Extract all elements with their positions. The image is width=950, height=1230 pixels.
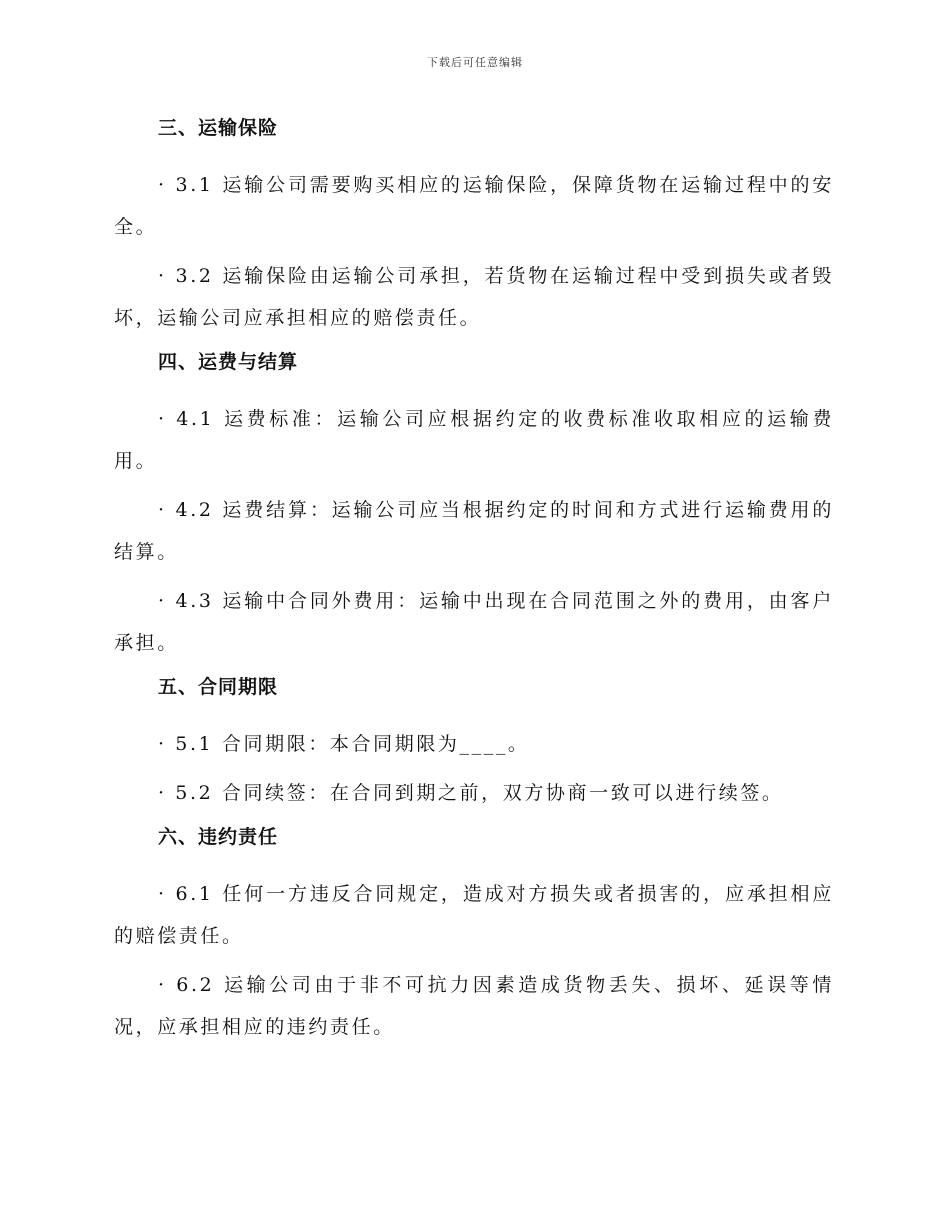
clause-6-1: · 6.1 任何一方违反合同规定，造成对方损失或者损害的，应承担相应的赔偿责任。 (114, 883, 834, 947)
clause-3-2: · 3.2 运输保险由运输公司承担，若货物在运输过程中受到损失或者毁坏，运输公司应承担相应的赔偿责任。 (114, 265, 834, 329)
clause-3-1: · 3.1 运输公司需要购买相应的运输保险，保障货物在运输过程中的安全。 (114, 174, 834, 238)
clause-4-1: · 4.1 运费标准：运输公司应根据约定的收费标准收取相应的运输费用。 (114, 408, 834, 472)
clause-5-2: · 5.2 合同续签：在合同到期之前，双方协商一致可以进行续签。 (158, 782, 784, 804)
document-body (114, 112, 834, 1055)
section-heading-freight-settlement: 四、运费与结算 (158, 351, 299, 373)
clause-6-2: · 6.2 运输公司由于非不可抗力因素造成货物丢失、损坏、延误等情况，应承担相应的违约责任。 (114, 974, 834, 1038)
section-heading-liability: 六、违约责任 (158, 826, 279, 848)
clause-4-3: · 4.3 运输中合同外费用：运输中出现在合同范围之外的费用，由客户承担。 (114, 590, 834, 654)
section-heading-transport-insurance: 三、运输保险 (158, 117, 279, 139)
clause-5-1: · 5.1 合同期限：本合同期限为____。 (158, 733, 530, 755)
page-header: 下载后可任意编辑 (427, 56, 523, 69)
section-heading-contract-term: 五、合同期限 (158, 676, 279, 698)
clause-4-2: · 4.2 运费结算：运输公司应当根据约定的时间和方式进行运输费用的结算。 (114, 499, 834, 563)
